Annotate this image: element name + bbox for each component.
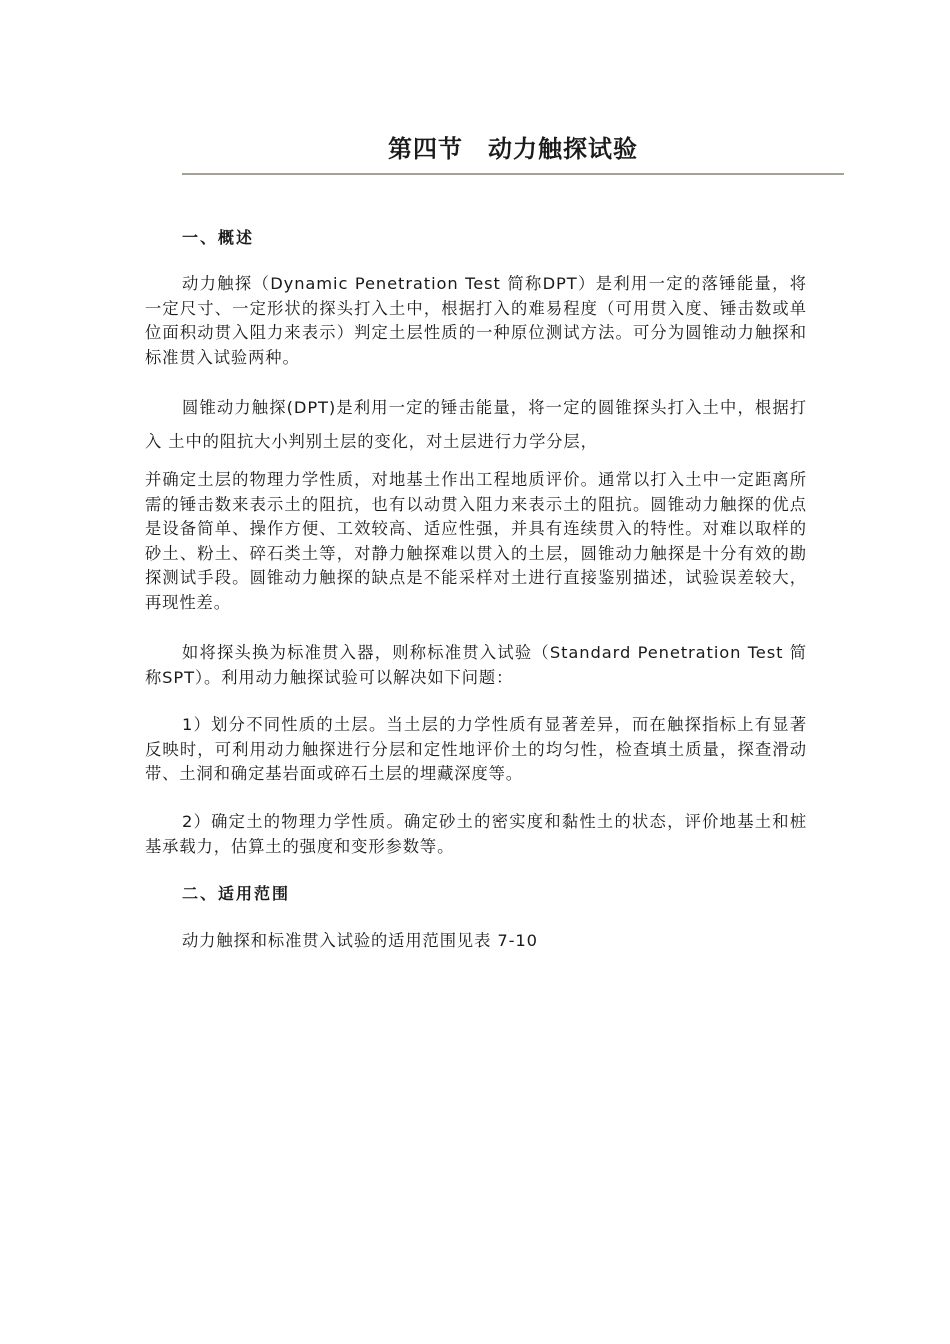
- paragraph-item-1: 1）划分不同性质的土层。当土层的力学性质有显著差异，而在触探指标上有显著反映时，可利用动力触探进行分层和定性地评价土的均匀性，检查填土质量，探查滑动带、土洞和确定基岩面或碎石土层的埋藏深度等。: [145, 715, 807, 783]
- section-heading-overview: 一、概述: [182, 228, 255, 247]
- paragraph-definition: 动力触探（Dynamic Penetration Test 简称DPT）是利用一定的落锤能量，将一定尺寸、一定形状的探头打入土中，根据打入的难易程度（可用贯入度、锤击数或单位面积动贯入阻力来表示）判定土层性质的一种原位测试方法。可分为圆锥动力触探和标准贯入试验两种。: [145, 274, 807, 367]
- section-heading-scope: 二、适用范围: [182, 884, 291, 903]
- title-divider: [182, 173, 844, 175]
- page-title: 第四节 动力触探试验: [388, 134, 638, 163]
- paragraph-dpt-details: 并确定土层的物理力学性质，对地基土作出工程地质评价。通常以打入土中一定距离所需的锤击数来表示土的阻抗，也有以动贯入阻力来表示土的阻抗。圆锥动力触探的优点是设备简单、操作方便、工效较高、适应性强，并具有连续贯入的特性。对难以取样的砂土、粉土、碎石类土等，对静力触探难以贯入的土层，圆锥动力触探是十分有效的勘探测试手段。圆锥动力触探的缺点是不能采样对土进行直接鉴别描述，试验误差较大，再现性差。: [145, 470, 807, 612]
- paragraph-item-2: 2）确定土的物理力学性质。确定砂土的密实度和黏性土的状态，评价地基土和桩基承载力，估算土的强度和变形参数等。: [145, 812, 807, 856]
- scope-text: 动力触探和标准贯入试验的适用范围见表 7-10: [182, 931, 538, 950]
- paragraph-spt: 如将探头换为标准贯入器，则称标准贯入试验（Standard Penetration Test 简称SPT）。利用动力触探试验可以解决如下问题：: [145, 643, 807, 687]
- paragraph-dpt-intro: 圆锥动力触探(DPT)是利用一定的锤击能量，将一定的圆锥探头打入土中，根据打入 土中的阻抗大小判别土层的变化，对土层进行力学分层，: [145, 398, 807, 451]
